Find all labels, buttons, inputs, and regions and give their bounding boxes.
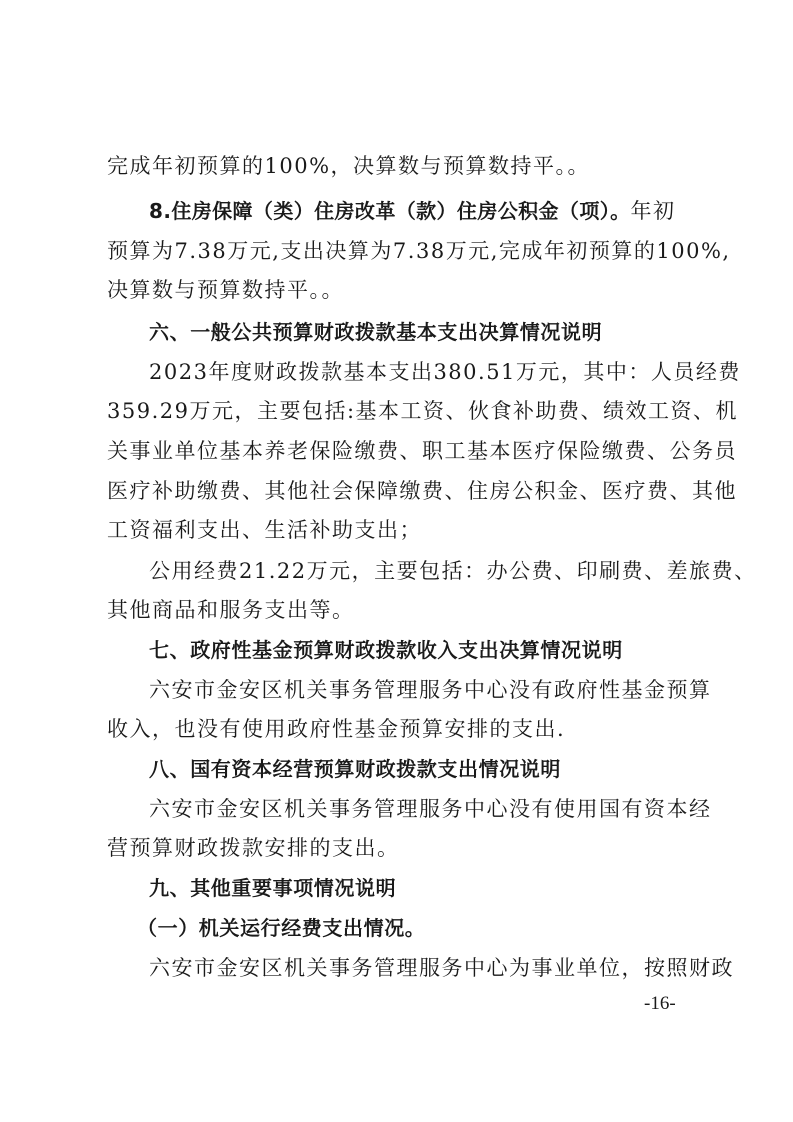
subsection-heading-1: （一）机关运行经费支出情况。 — [137, 916, 426, 940]
text-line: 六安市金安区机关事务管理服务中心没有使用国有资本经 — [149, 797, 712, 821]
page-number: -16- — [644, 993, 676, 1014]
text-line: 其他商品和服务支出等。 — [107, 598, 355, 622]
text-fragment: 年初 — [630, 199, 676, 223]
text-line: 收入，也没有使用政府性基金预算安排的支出. — [107, 717, 566, 741]
subheading-housing: 8.住房保障（类）住房改革（款）住房公积金（项）。 — [149, 199, 631, 223]
text-line: 预算为7.38万元,支出决算为7.38万元,完成年初预算的100%, — [107, 239, 731, 263]
text-line: 医疗补助缴费、其他社会保障缴费、住房公积金、医疗费、其他 — [107, 479, 737, 503]
text-line: 2023年度财政拨款基本支出380.51万元，其中：人员经费 — [149, 360, 741, 384]
text-line: 决算数与预算数持平。。 — [107, 278, 344, 302]
text-line: 工资福利支出、生活补助支出； — [107, 518, 422, 542]
section-heading-6: 六、一般公共预算财政拨款基本支出决算情况说明 — [149, 320, 603, 344]
text-line: 完成年初预算的100%，决算数与预算数持平。。 — [107, 154, 591, 178]
section-heading-7: 七、政府性基金预算财政拨款收入支出决算情况说明 — [149, 638, 623, 662]
section-heading-9: 九、其他重要事项情况说明 — [149, 876, 397, 900]
text-line: 公用经费21.22万元，主要包括：办公费、印刷费、差旅费、 — [149, 559, 757, 583]
subheading-line — [149, 196, 697, 226]
text-line: 六安市金安区机关事务管理服务中心为事业单位，按照财政 — [149, 956, 734, 980]
text-line: 营预算财政拨款安排的支出。 — [107, 836, 400, 860]
text-line: 359.29万元，主要包括:基本工资、伙食补助费、绩效工资、机 — [107, 399, 739, 423]
text-line: 六安市金安区机关事务管理服务中心没有政府性基金预算 — [149, 678, 712, 702]
text-line: 关事业单位基本养老保险缴费、职工基本医疗保险缴费、公务员 — [107, 439, 737, 463]
section-heading-8: 八、国有资本经营预算财政拨款支出情况说明 — [149, 757, 561, 781]
